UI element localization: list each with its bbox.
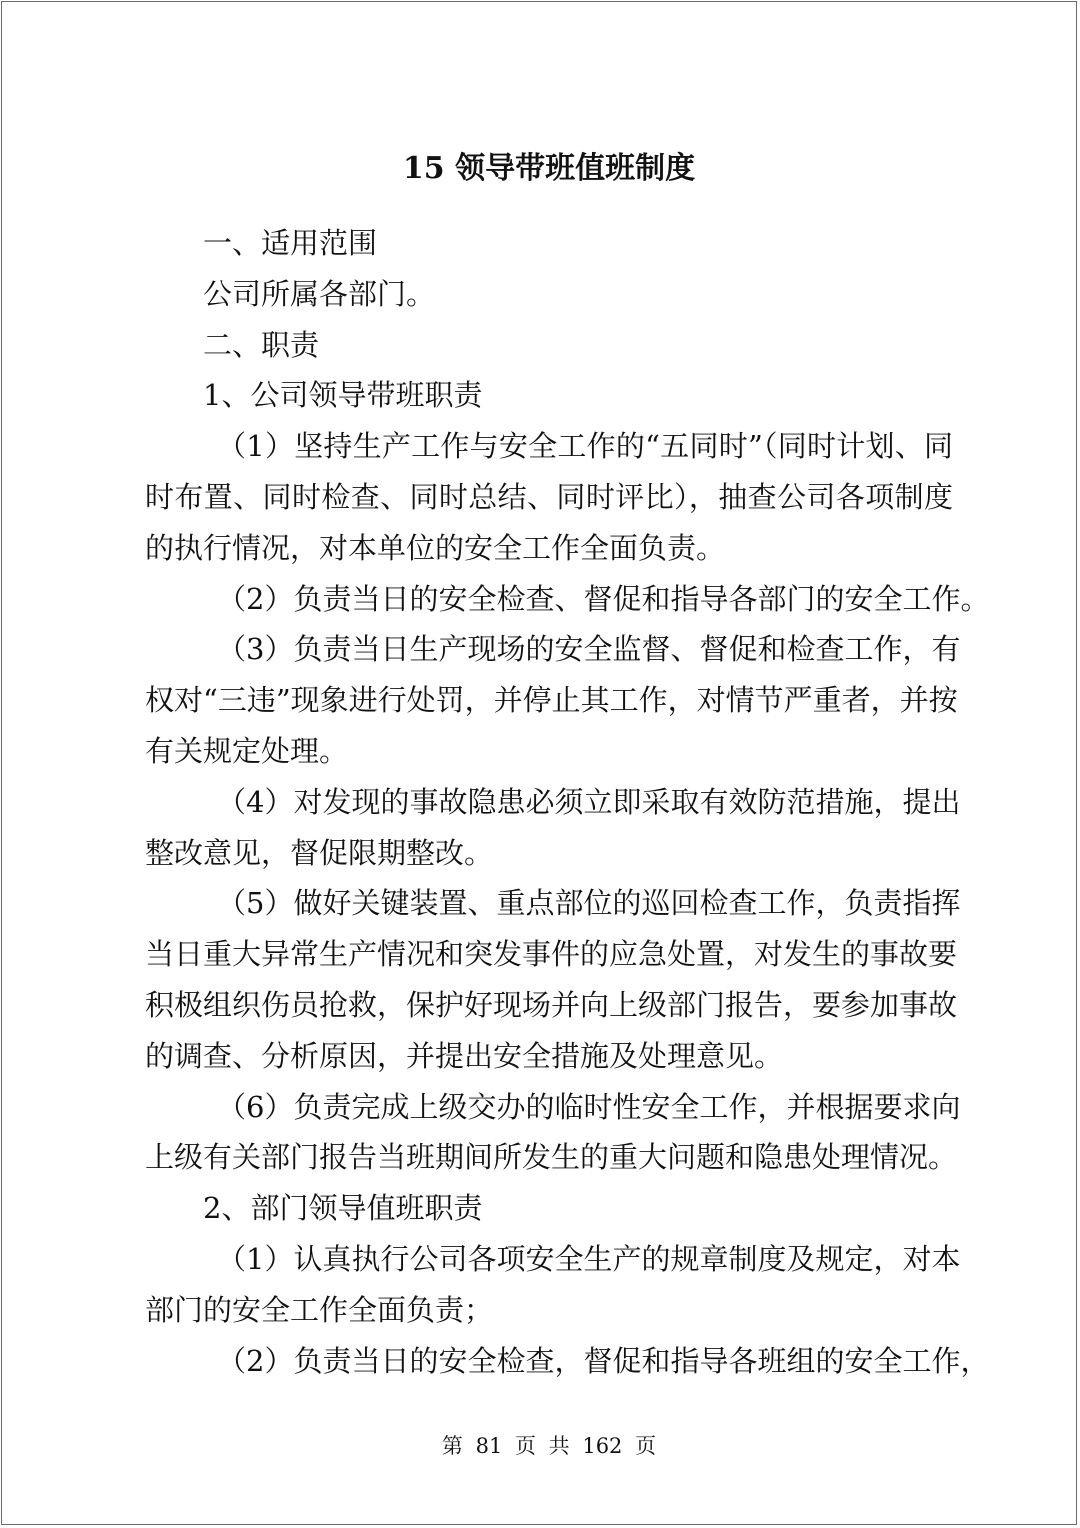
- text-line: 时布置、同时检查、同时总结、同时评比），抽查公司各项制度: [145, 479, 953, 514]
- text-line: 上级有关部门报告当班期间所发生的重大问题和隐患处理情况。: [145, 1140, 958, 1175]
- text-line: 的调查、分析原因，并提出安全措施及处理意见。: [145, 1038, 784, 1073]
- text-line: 1、公司领导带班职责: [203, 378, 483, 413]
- text-line: （2）负责当日的安全检查、督促和指导各部门的安全工作。: [217, 581, 990, 616]
- text-line: 的执行情况，对本单位的安全工作全面负责。: [145, 530, 726, 565]
- text-line: 2、部门领导值班职责: [203, 1191, 483, 1226]
- text-line: 部门的安全工作全面负责；: [145, 1292, 494, 1327]
- text-line: （2）负责当日的安全检查，督促和指导各班组的安全工作，: [217, 1343, 990, 1378]
- text-line: 积极组织伤员抢救，保护好现场并向上级部门报告，要参加事故: [145, 987, 958, 1022]
- text-line: （4）对发现的事故隐患必须立即采取有效防范措施，提出: [217, 784, 961, 819]
- text-line: 当日重大异常生产情况和突发事件的应急处置，对发生的事故要: [145, 937, 958, 972]
- text-line: 一、适用范围: [203, 226, 378, 260]
- text-line: （1）坚持生产工作与安全工作的“五同时”（同时计划、同: [217, 429, 953, 464]
- text-line: （6）负责完成上级交办的临时性安全工作，并根据要求向: [217, 1089, 961, 1124]
- page-number-footer: 第 81 页 共 162 页: [441, 1434, 657, 1458]
- text-line: 整改意见，督促限期整改。: [145, 835, 494, 870]
- text-line: 权对“三违”现象进行处罚，并停止其工作，对情节严重者，并按: [145, 683, 958, 718]
- text-line: （5）做好关键装置、重点部位的巡回检查工作，负责指挥: [217, 886, 961, 921]
- text-line: 有关规定处理。: [145, 733, 349, 768]
- document-title: 15 领导带班值班制度: [402, 151, 696, 186]
- text-line: 公司所属各部门。: [203, 276, 436, 311]
- document-body: [145, 218, 990, 1386]
- text-line: （3）负责当日生产现场的安全监督、督促和检查工作，有: [217, 632, 961, 667]
- text-line: 二、职责: [203, 327, 320, 362]
- text-line: （1）认真执行公司各项安全生产的规章制度及规定，对本: [217, 1241, 961, 1276]
